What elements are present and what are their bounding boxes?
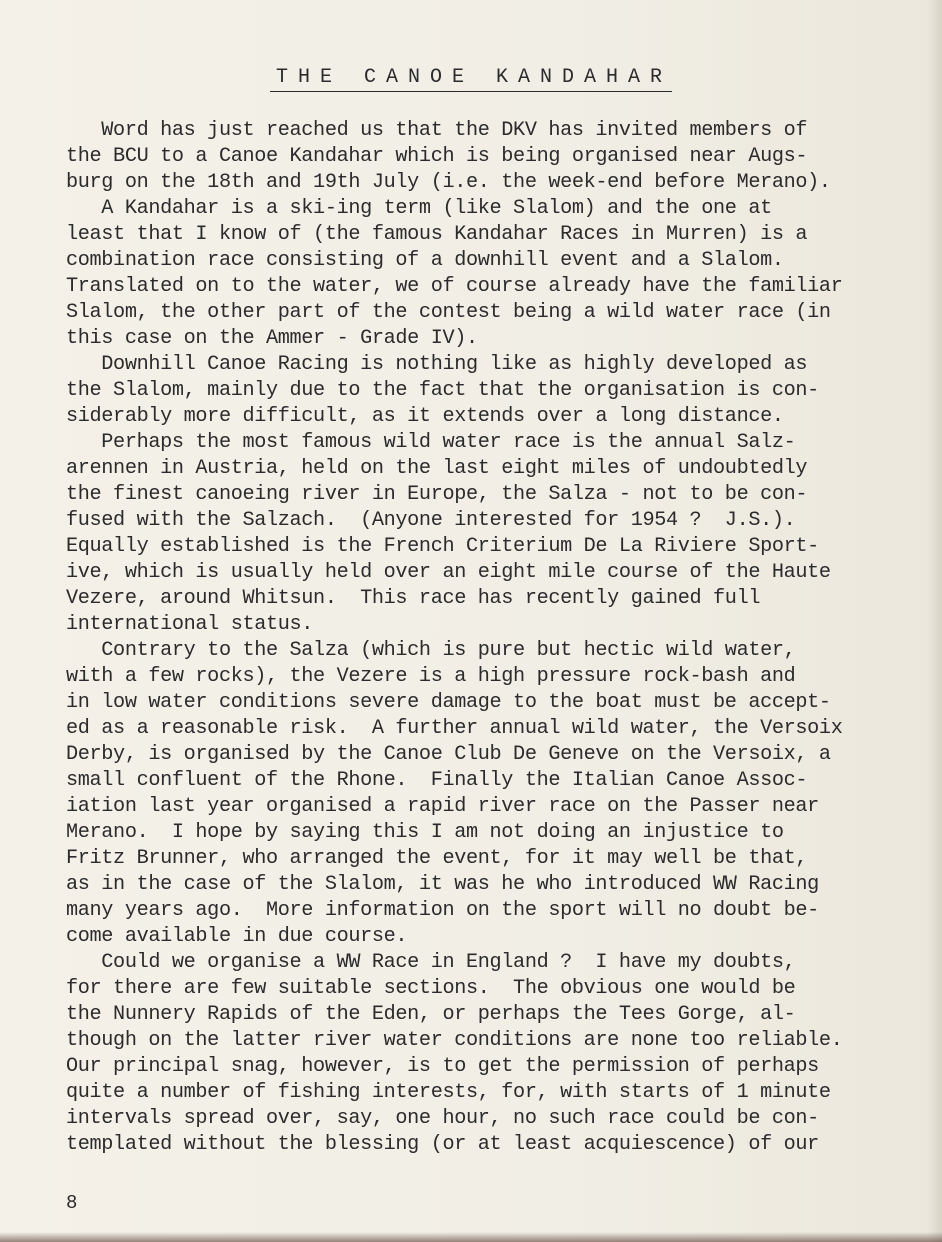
text-line: Downhill Canoe Racing is nothing like as highly developed as xyxy=(66,353,808,376)
text-line: many years ago. More information on the sport will no doubt be- xyxy=(66,899,819,922)
text-line: Vezere, around Whitsun. This race has recently gained full xyxy=(66,587,761,610)
page-bottom-edge xyxy=(0,1232,942,1242)
text-line: the Nunnery Rapids of the Eden, or perhaps the Tees Gorge, al- xyxy=(66,1003,796,1026)
page-edge-shadow xyxy=(928,0,942,1242)
text-line: the Slalom, mainly due to the fact that the organisation is con- xyxy=(66,379,819,402)
text-line: Equally established is the French Criterium De La Riviere Sport- xyxy=(66,535,819,558)
text-line: burg on the 18th and 19th July (i.e. the week-end before Merano). xyxy=(66,171,831,194)
text-line: ed as a reasonable risk. A further annual wild water, the Versoix xyxy=(66,717,843,740)
text-line: Fritz Brunner, who arranged the event, for it may well be that, xyxy=(66,847,808,870)
text-line: Our principal snag, however, is to get the permission of perhaps xyxy=(66,1055,819,1078)
text-line: this case on the Ammer - Grade IV). xyxy=(66,327,478,350)
text-line: Word has just reached us that the DKV has invited members of xyxy=(66,119,808,142)
text-line: come available in due course. xyxy=(66,925,408,948)
text-line: Could we organise a WW Race in England ? I have my doubts, xyxy=(66,951,796,974)
text-line: with a few rocks), the Vezere is a high pressure rock-bash and xyxy=(66,665,796,688)
text-line: for there are few suitable sections. The obvious one would be xyxy=(66,977,796,1000)
text-line: though on the latter river water conditions are none too reliable. xyxy=(66,1029,843,1052)
text-line: least that I know of (the famous Kandahar Races in Murren) is a xyxy=(66,223,808,246)
text-line: international status. xyxy=(66,613,314,636)
text-line: arennen in Austria, held on the last eight miles of undoubtedly xyxy=(66,457,808,480)
text-line: as in the case of the Slalom, it was he who introduced WW Racing xyxy=(66,873,819,896)
text-line: the BCU to a Canoe Kandahar which is being organised near Augs- xyxy=(66,145,808,168)
text-line: Perhaps the most famous wild water race is the annual Salz- xyxy=(66,431,796,454)
text-line: siderably more difficult, as it extends over a long distance. xyxy=(66,405,784,428)
text-line: Translated on to the water, we of course already have the familiar xyxy=(66,275,843,298)
text-line: iation last year organised a rapid river race on the Passer near xyxy=(66,795,819,818)
page-number: 8 xyxy=(66,1192,78,1214)
text-line: Merano. I hope by saying this I am not doing an injustice to xyxy=(66,821,784,844)
article-title xyxy=(0,66,942,92)
article-body xyxy=(66,118,926,1158)
text-line: quite a number of fishing interests, for, with starts of 1 minute xyxy=(66,1081,831,1104)
text-line: the finest canoeing river in Europe, the Salza - not to be con- xyxy=(66,483,808,506)
text-line: Contrary to the Salza (which is pure but hectic wild water, xyxy=(66,639,796,662)
text-line: small confluent of the Rhone. Finally the Italian Canoe Assoc- xyxy=(66,769,808,792)
text-line: templated without the blessing (or at least acquiescence) of our xyxy=(66,1133,819,1156)
text-line: Slalom, the other part of the contest being a wild water race (in xyxy=(66,301,831,324)
text-line: Derby, is organised by the Canoe Club De Geneve on the Versoix, a xyxy=(66,743,831,766)
text-line: in low water conditions severe damage to the boat must be accept- xyxy=(66,691,831,714)
text-line: fused with the Salzach. (Anyone interested for 1954 ? J.S.). xyxy=(66,509,796,532)
text-line: A Kandahar is a ski-ing term (like Slalom) and the one at xyxy=(66,197,772,220)
text-line: intervals spread over, say, one hour, no such race could be con- xyxy=(66,1107,819,1130)
text-line: combination race consisting of a downhill event and a Slalom. xyxy=(66,249,784,272)
article-title-text: THE CANOE KANDAHAR xyxy=(270,66,672,92)
text-line: ive, which is usually held over an eight mile course of the Haute xyxy=(66,561,831,584)
